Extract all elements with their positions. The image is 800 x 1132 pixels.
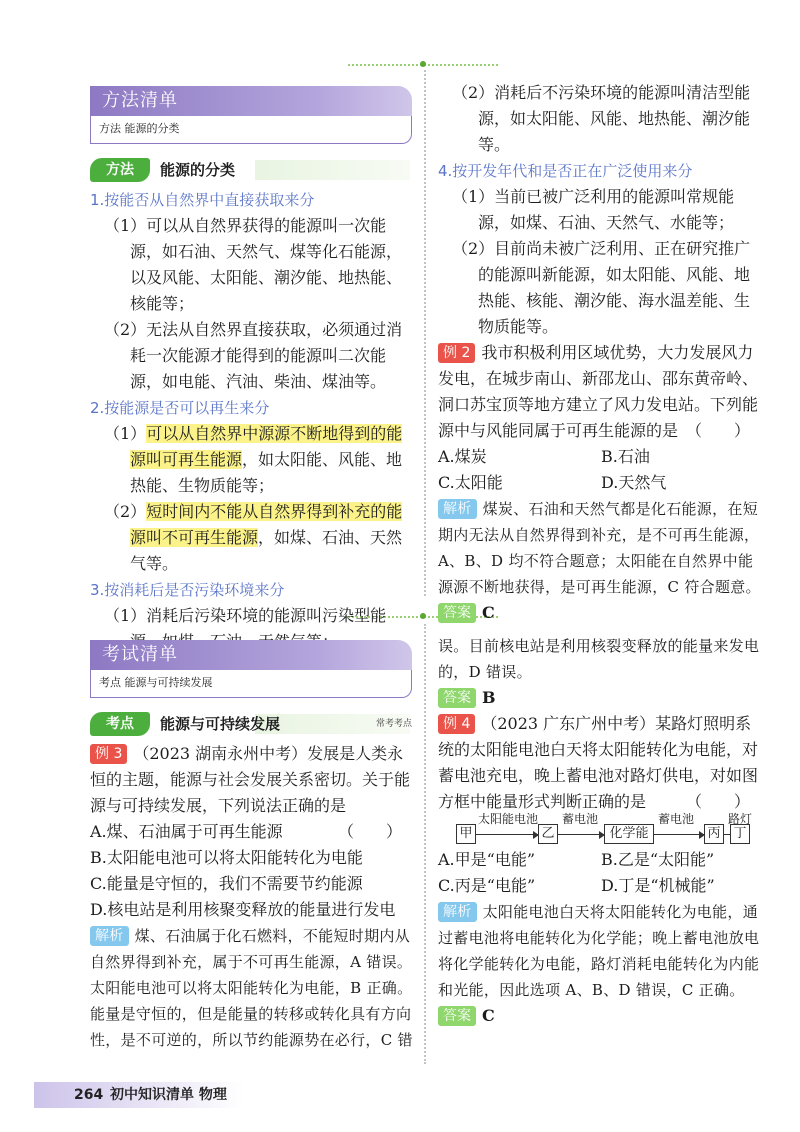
example-3-analysis-continued: 误。目前核电站是利用核裂变释放的能量来发电的，D 错误。: [438, 637, 760, 681]
example-4-options: [438, 847, 764, 899]
flow-box-yi: 乙: [538, 824, 558, 844]
flow-box-jia: 甲: [456, 824, 476, 844]
method-list-header: [90, 86, 412, 148]
example-2-answer: [438, 600, 764, 626]
exam-list-header: [90, 640, 412, 702]
bottom-left-column: [90, 741, 416, 1053]
top-left-column: [90, 187, 416, 655]
heading-2-item-2: （2）短时间内不能从自然界得到补充的能源叫不可再生能源，如煤、石油、天然气等。: [104, 502, 403, 573]
method-topic-title: 能源的分类: [160, 161, 236, 179]
bottom-right-column: [438, 633, 764, 815]
example-2-option-c: C.太阳能: [438, 473, 503, 492]
example-2-analysis: 解析 煤炭、石油和天然气都是化石能源，在短期内无法从自然界得到补充，是不可再生能源，A、B、D 均不符合题意；太阳能在自然界中能源源不断地获得，是可再生能源，C 符合题意。: [438, 500, 761, 596]
heading-3-item-1: （1）消耗后污染环境的能源叫污染型能: [104, 606, 387, 625]
exam-topic: [90, 712, 412, 736]
highlight-renewable: 可以从自然界中源源不断地得到的能源叫可再生能源: [130, 424, 403, 469]
example-3-option-a: A.煤、石油属于可再生能源: [90, 822, 283, 841]
exam-pill: 考点: [90, 712, 150, 736]
heading-2-item-1: （1）可以从自然界中源源不断地得到的能源叫可再生能源，如太阳能、风能、地热能、生物质能等；: [104, 424, 403, 495]
example-4-lower: [438, 847, 764, 1029]
flow-arrow-1: [476, 834, 538, 835]
heading-4-item-2: （2）目前尚未被广泛利用、正在研究推广的能源叫新能源，如太阳能、风能、地热能、核能、潮汐能、海水温差能、生物质能等。: [452, 239, 751, 336]
example-4-answer: [438, 1003, 764, 1029]
exam-topic-note: 常考考点: [375, 719, 412, 729]
example-3-answer: [438, 685, 764, 711]
flow-label-streetlight: 路灯: [728, 812, 753, 826]
example-2-answer-value: C: [482, 603, 495, 622]
example-2-options: [438, 444, 764, 496]
example-2-answer-tag: 答案: [438, 603, 476, 623]
example-4-tag: 例 4: [438, 714, 475, 734]
method-topic: [90, 158, 412, 182]
example-4-analysis: 解析 太阳能电池白天将太阳能转化为电能，通过蓄电池将电能转化为化学能；晚上蓄电池放电将化学能转化为电能，路灯消耗电能转化为内能和光能，因此选项 A、B、D 错误，C 正确。: [438, 903, 760, 999]
method-list-subtitle: 方法 能源的分类: [99, 122, 180, 135]
example-3-tag: 例 3: [90, 744, 127, 764]
heading-1-item-1: （1）可以从自然界获得的能源叫一次能源，如石油、天然气、煤等化石能源，以及风能、太阳能、潮汐能、地热能、核能等；: [104, 216, 403, 313]
example-2-answer-blank: （ ）: [685, 421, 750, 440]
example-3-question: 例 3 （2023 湖南永州中考）发展是人类永恒的主题，能源与社会发展关系密切。关于能源与可持续发展，下列说法正确的是 （ ）: [90, 741, 416, 819]
example-2-analysis-tag: 解析: [438, 499, 477, 519]
flow-box-bing: 丙: [704, 824, 724, 844]
book-title: 初中知识清单 物理: [110, 1087, 227, 1103]
flow-box-ding: 丁: [730, 824, 750, 844]
example-2-question: 例 2 我市积极利用区域优势，大力发展风力发电，在城步南山、新邵龙山、邵东黄帝岭、洞口苏宝顶等地方建立了风力发电站。下列能源中与风能同属于可再生能源的是 （ ）: [438, 340, 764, 444]
middle-divider-dot: [420, 613, 426, 619]
bottom-column-divider: [424, 624, 426, 1064]
flow-label-solar-cell: 太阳能电池: [478, 812, 539, 826]
example-3-answer-tag: 答案: [438, 688, 476, 708]
page-footer: [34, 1082, 244, 1108]
top-divider-dot: [420, 61, 426, 67]
flow-label-battery-1: 蓄电池: [562, 812, 599, 826]
heading-3: 3.按消耗后是否污染环境来分: [90, 581, 285, 599]
example-3-analysis-tag: 解析: [90, 926, 129, 946]
heading-4: 4.按开发年代和是否正在广泛使用来分: [438, 162, 693, 180]
example-4-option-b: B.乙是“太阳能”: [601, 850, 715, 869]
example-4-answer-tag: 答案: [438, 1006, 476, 1026]
heading-4-item-1: （1）当前已被广泛利用的能源叫常规能源，如煤、石油、天然气、水能等；: [452, 187, 735, 232]
heading-3-item-2: （2）消耗后不污染环境的能源叫清洁型能源，如太阳能、风能、地热能、潮汐能等。: [452, 83, 751, 154]
example-2-tag: 例 2: [438, 343, 475, 363]
example-4-analysis-tag: 解析: [438, 902, 477, 922]
heading-2: 2.按能源是否可以再生来分: [90, 399, 270, 417]
example-3-option-d: D.核电站是利用核聚变释放的能量进行发电: [90, 900, 396, 919]
example-2-option-a: A.煤炭: [438, 447, 487, 466]
highlight-nonrenewable: 短时间内不能从自然界得到补充的能源叫不可再生能源: [130, 502, 403, 547]
example-2-option-d: D.天然气: [601, 473, 667, 492]
example-4-option-a: A.甲是“电能”: [438, 850, 536, 869]
flow-box-chemical: 化学能: [604, 824, 654, 844]
example-3-analysis: 解析 煤、石油属于化石燃料，不能短时期内从自然界得到补充，属于不可再生能源，A 错误。太阳能电池可以将太阳能转化为电能，B 正确。能量是守恒的，但是能量的转移或转化具有方向性，是不可逆的，所以节约能源势在必行，C 错: [90, 927, 413, 1049]
exam-list-subtitle: 考点 能源与可持续发展: [99, 676, 213, 689]
example-4-question: 例 4 （2023 广东广州中考）某路灯照明系统的太阳能电池白天将太阳能转化为电能，对蓄电池充电，晚上蓄电池对路灯供电，对如图方框中能量形式判断正确的是 （ ）: [438, 711, 764, 815]
exam-list-title: 考试清单: [102, 644, 178, 665]
top-right-column: [438, 80, 764, 626]
example-3-option-b: B.太阳能电池可以将太阳能转化为电能: [90, 848, 363, 867]
method-pill: 方法: [90, 158, 150, 182]
example-4-answer-value: C: [482, 1006, 495, 1025]
example-4-option-d: D.丁是“机械能”: [601, 876, 715, 895]
example-3-option-c: C.能量是守恒的，我们不需要节约能源: [90, 874, 363, 893]
flow-arrow-3: [654, 834, 704, 835]
example-3-answer-value: B: [482, 688, 496, 707]
flow-arrow-2: [558, 834, 604, 835]
energy-flow-diagram: [456, 812, 756, 846]
page-number: 264: [74, 1087, 104, 1103]
heading-1-item-2: （2）无法从自然界直接获取，必须通过消耗一次能源才能得到的能源叫二次能源，如电能、汽油、柴油、煤油等。: [104, 320, 403, 391]
example-4-option-c: C.丙是“电能”: [438, 876, 536, 895]
top-column-divider: [424, 70, 426, 596]
exam-topic-title: 能源与可持续发展: [160, 715, 281, 733]
method-list-title: 方法清单: [102, 90, 178, 111]
example-3-answer-blank: （ ）: [337, 822, 402, 841]
heading-1: 1.按能否从自然界中直接获取来分: [90, 191, 315, 209]
example-2-option-b: B.石油: [601, 447, 650, 466]
example-4-answer-blank: （ ）: [685, 792, 750, 811]
flow-label-battery-2: 蓄电池: [658, 812, 695, 826]
